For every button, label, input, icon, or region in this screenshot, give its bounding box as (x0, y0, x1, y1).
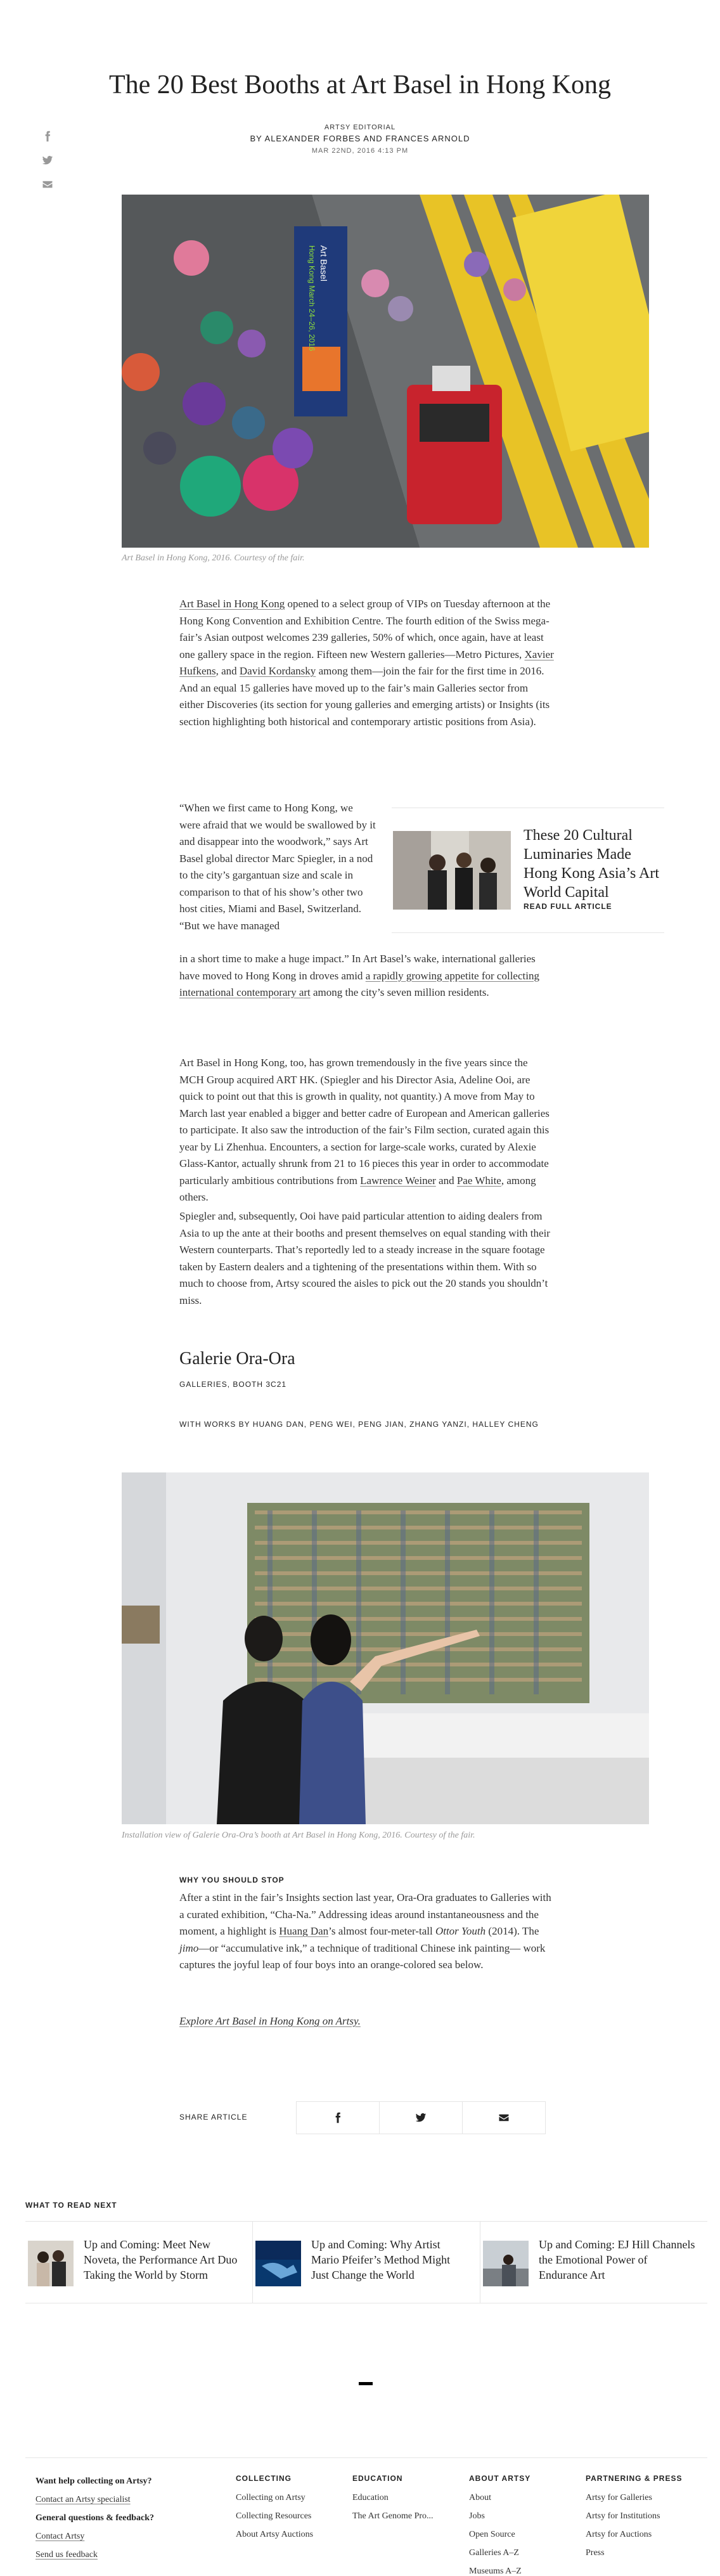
footer-heading: PARTNERING & PRESS (586, 2474, 683, 2483)
share-twitter-button[interactable] (379, 2101, 463, 2134)
footer-link[interactable]: About Artsy Auctions (236, 2530, 314, 2539)
footer-link[interactable]: Press (586, 2548, 605, 2558)
explore-paragraph (179, 2013, 555, 2030)
paragraph-4: Spiegler and, subsequently, Ooi have paid particular attention to aiding dealers from Asia to up the ante at their booths and present themselves on equal standing with their Western counterparts. That’s reportedly led to a steady increase in the square footage taken by Eastern dealers and a tightening of the presentations within them. With so much to choose from, Artsy scoured the aisles to pick out the 20 stands you shouldn’t miss. (179, 1210, 550, 1306)
mail-icon (498, 2112, 510, 2123)
hero-image (122, 195, 649, 548)
promo-title[interactable]: These 20 Cultural Luminaries Made Hong Kong Asia’s Art World Capital (524, 827, 660, 901)
intro-paragraph: Art Basel in Hong Kong opened to a select group of VIPs on Tuesday afternoon at the Hong Kong Convention and Exhibition Centre. The fourth edition of the Swiss mega-fair’s Asian outpost welcomes 239 galleries, 50% of which, once again, have at least one gallery space in the region. Fifteen new Western galleries—Metro Pictures, Xavier Hufkens, and David Kordansky among them—join the fair for the first time in 2016. And an equal 15 galleries have moved up to the fair’s main Galleries sector from either Discoveries (its section for young galleries and emerging artists) or Insights (its section highlighting both historical and contemporary artistic positions from Asia). (179, 598, 554, 728)
link-xavier-hufkens[interactable]: Xavier Hufkens (179, 648, 554, 677)
article-title: The 20 Best Booths at Art Basel in Hong Kong (108, 70, 612, 100)
banner-text: Art Basel (319, 245, 329, 281)
why-stop-label: WHY YOU SHOULD STOP (179, 1876, 285, 1884)
send-feedback-link[interactable]: Send us feedback (35, 2550, 98, 2560)
hero-caption: Art Basel in Hong Kong, 2016. Courtesy of the fair. (122, 553, 305, 563)
link-pae-white[interactable]: Pae White (456, 1174, 501, 1187)
read-next-thumbnail (483, 2241, 529, 2286)
read-next-title[interactable]: Up and Coming: EJ Hill Channels the Emotional Power of Endurance Art (539, 2238, 695, 2281)
footer-link[interactable]: Jobs (469, 2511, 485, 2521)
authors[interactable]: BY ALEXANDER FORBES AND FRANCES ARNOLD (250, 134, 470, 143)
read-next-item[interactable] (480, 2222, 707, 2303)
loading-indicator (359, 2382, 373, 2385)
publish-date: MAR 22ND, 2016 4:13 PM (311, 147, 409, 155)
read-full-article-link[interactable]: READ FULL ARTICLE (524, 902, 612, 911)
share-facebook-button[interactable] (296, 2101, 380, 2134)
footer-heading: ABOUT ARTSY (469, 2474, 531, 2483)
paragraph-2-top: “When we first came to Hong Kong, we were afraid that we would be swallowed by it and disappear into the woodwork,” says Art Basel global director Marc Spiegler, in a nod to the city’s gargantuan size and scale in comparison to that of his show’s other two host cities, Miami and Basel, Switzerland. “But we have managed (179, 802, 376, 932)
footer-about (469, 2472, 577, 2576)
byline (0, 124, 720, 155)
contact-specialist-link[interactable]: Contact an Artsy specialist (35, 2495, 131, 2504)
link-art-basel-hk[interactable]: Art Basel in Hong Kong (179, 598, 285, 610)
read-next-thumbnail (255, 2241, 301, 2286)
paragraph-3: Art Basel in Hong Kong, too, has grown tremendously in the five years since the MCH Group acquired ART HK. (Spiegler and his Director Asia, Adeline Ooi, are quick to point out that this is growth in quality, not quantity.) A move from May to March last year enabled a bigger and better cadre of European and American galleries to participate. It also saw the introduction of the fair’s Film section, curated again this year by Li Zhenhua. Encounters, a section for large-scale works, curated by Alexie Glass-Kantor, actually shrunk from 21 to 16 pieces this year in order to accommodate particularly ambitious contributions from Lawrence Weiner and Pae White, among others. (179, 1057, 550, 1203)
footer-link[interactable]: Collecting on Artsy (236, 2493, 305, 2502)
footer-link[interactable]: Artsy for Galleries (586, 2493, 652, 2502)
share-mail-button[interactable] (462, 2101, 546, 2134)
read-next-list (25, 2221, 707, 2303)
link-david-kordansky[interactable]: David Kordansky (239, 665, 316, 677)
general-question: General questions & feedback? (35, 2513, 155, 2523)
why-stop-paragraph: After a stint in the fair’s Insights section last year, Ora-Ora graduates to Galleries with a curated exhibition, “Cha-Na.” Addressing ideas around instantaneousness and the moment, a highlight is Huang Dan’s almost four-meter-tall Ottor Youth (2014). The jimo—or “accumulative ink,” a technique of traditional Chinese ink painting— work captures the joyful leap of four boys into an orange-colored sea below. (179, 1891, 551, 1971)
share-label: SHARE ARTICLE (179, 2113, 248, 2122)
read-next-heading: WHAT TO READ NEXT (25, 2201, 117, 2210)
paragraph-2-bottom: in a short time to make a huge impact.” In Art Basel’s wake, international galleries have moved to Hong Kong in droves amid a rapidly growing appetite for collecting international contemporary art among the city’s seven million residents. (179, 953, 539, 998)
footer-link[interactable]: Artsy for Auctions (586, 2530, 652, 2539)
site-footer (25, 2457, 707, 2576)
footer-help (35, 2472, 226, 2564)
facebook-icon (332, 2112, 344, 2123)
booth-image (122, 1472, 649, 1824)
facebook-icon[interactable] (42, 131, 55, 143)
footer-heading: EDUCATION (352, 2474, 403, 2483)
section-label[interactable]: ARTSY EDITORIAL (324, 124, 396, 131)
related-article-promo[interactable] (392, 808, 664, 933)
read-next-title[interactable]: Up and Coming: Meet New Noveta, the Performance Art Duo Taking the World by Storm (84, 2238, 238, 2281)
share-article-row (179, 2101, 555, 2134)
read-next-item[interactable] (253, 2222, 480, 2303)
svg-text:Hong Kong March 24–26, 2016: Hong Kong March 24–26, 2016 (307, 245, 316, 351)
booth-location: GALLERIES, BOOTH 3C21 (179, 1380, 287, 1389)
booth-artists: WITH WORKS BY HUANG DAN, PENG WEI, PENG JIAN, ZHANG YANZI, HALLEY CHENG (179, 1420, 539, 1429)
help-question: Want help collecting on Artsy? (35, 2476, 152, 2486)
contact-artsy-link[interactable]: Contact Artsy (35, 2532, 85, 2541)
explore-link[interactable]: Explore Art Basel in Hong Kong on Artsy. (179, 2015, 361, 2027)
twitter-icon (415, 2112, 427, 2123)
footer-link[interactable]: Artsy for Institutions (586, 2511, 660, 2521)
read-next-item[interactable] (25, 2222, 252, 2303)
twitter-icon[interactable] (42, 155, 55, 167)
footer-collecting (236, 2472, 344, 2544)
footer-link[interactable]: Galleries A–Z (469, 2548, 519, 2558)
footer-link[interactable]: Museums A–Z (469, 2566, 522, 2576)
booth-heading[interactable]: Galerie Ora-Ora (179, 1349, 295, 1368)
read-next-title[interactable]: Up and Coming: Why Artist Mario Pfeifer’s Method Might Just Change the World (311, 2238, 451, 2281)
footer-link[interactable]: The Art Genome Pro... (352, 2511, 434, 2521)
footer-link[interactable]: About (469, 2493, 491, 2502)
footer-link[interactable]: Collecting Resources (236, 2511, 312, 2521)
footer-education (352, 2472, 460, 2525)
mail-icon[interactable] (42, 179, 55, 191)
link-collecting-appetite[interactable]: a rapidly growing appetite for collecting international contemporary art (179, 969, 539, 998)
promo-thumbnail (393, 831, 511, 910)
footer-partnering (586, 2472, 706, 2562)
link-lawrence-weiner[interactable]: Lawrence Weiner (360, 1174, 436, 1187)
read-next-thumbnail (28, 2241, 74, 2286)
footer-link[interactable]: Education (352, 2493, 389, 2502)
booth-caption: Installation view of Galerie Ora-Ora’s booth at Art Basel in Hong Kong, 2016. Courtesy of the fair. (122, 1831, 475, 1840)
link-huang-dan[interactable]: Huang Dan (279, 1925, 329, 1937)
footer-link[interactable]: Open Source (469, 2530, 515, 2539)
footer-heading: COLLECTING (236, 2474, 292, 2483)
